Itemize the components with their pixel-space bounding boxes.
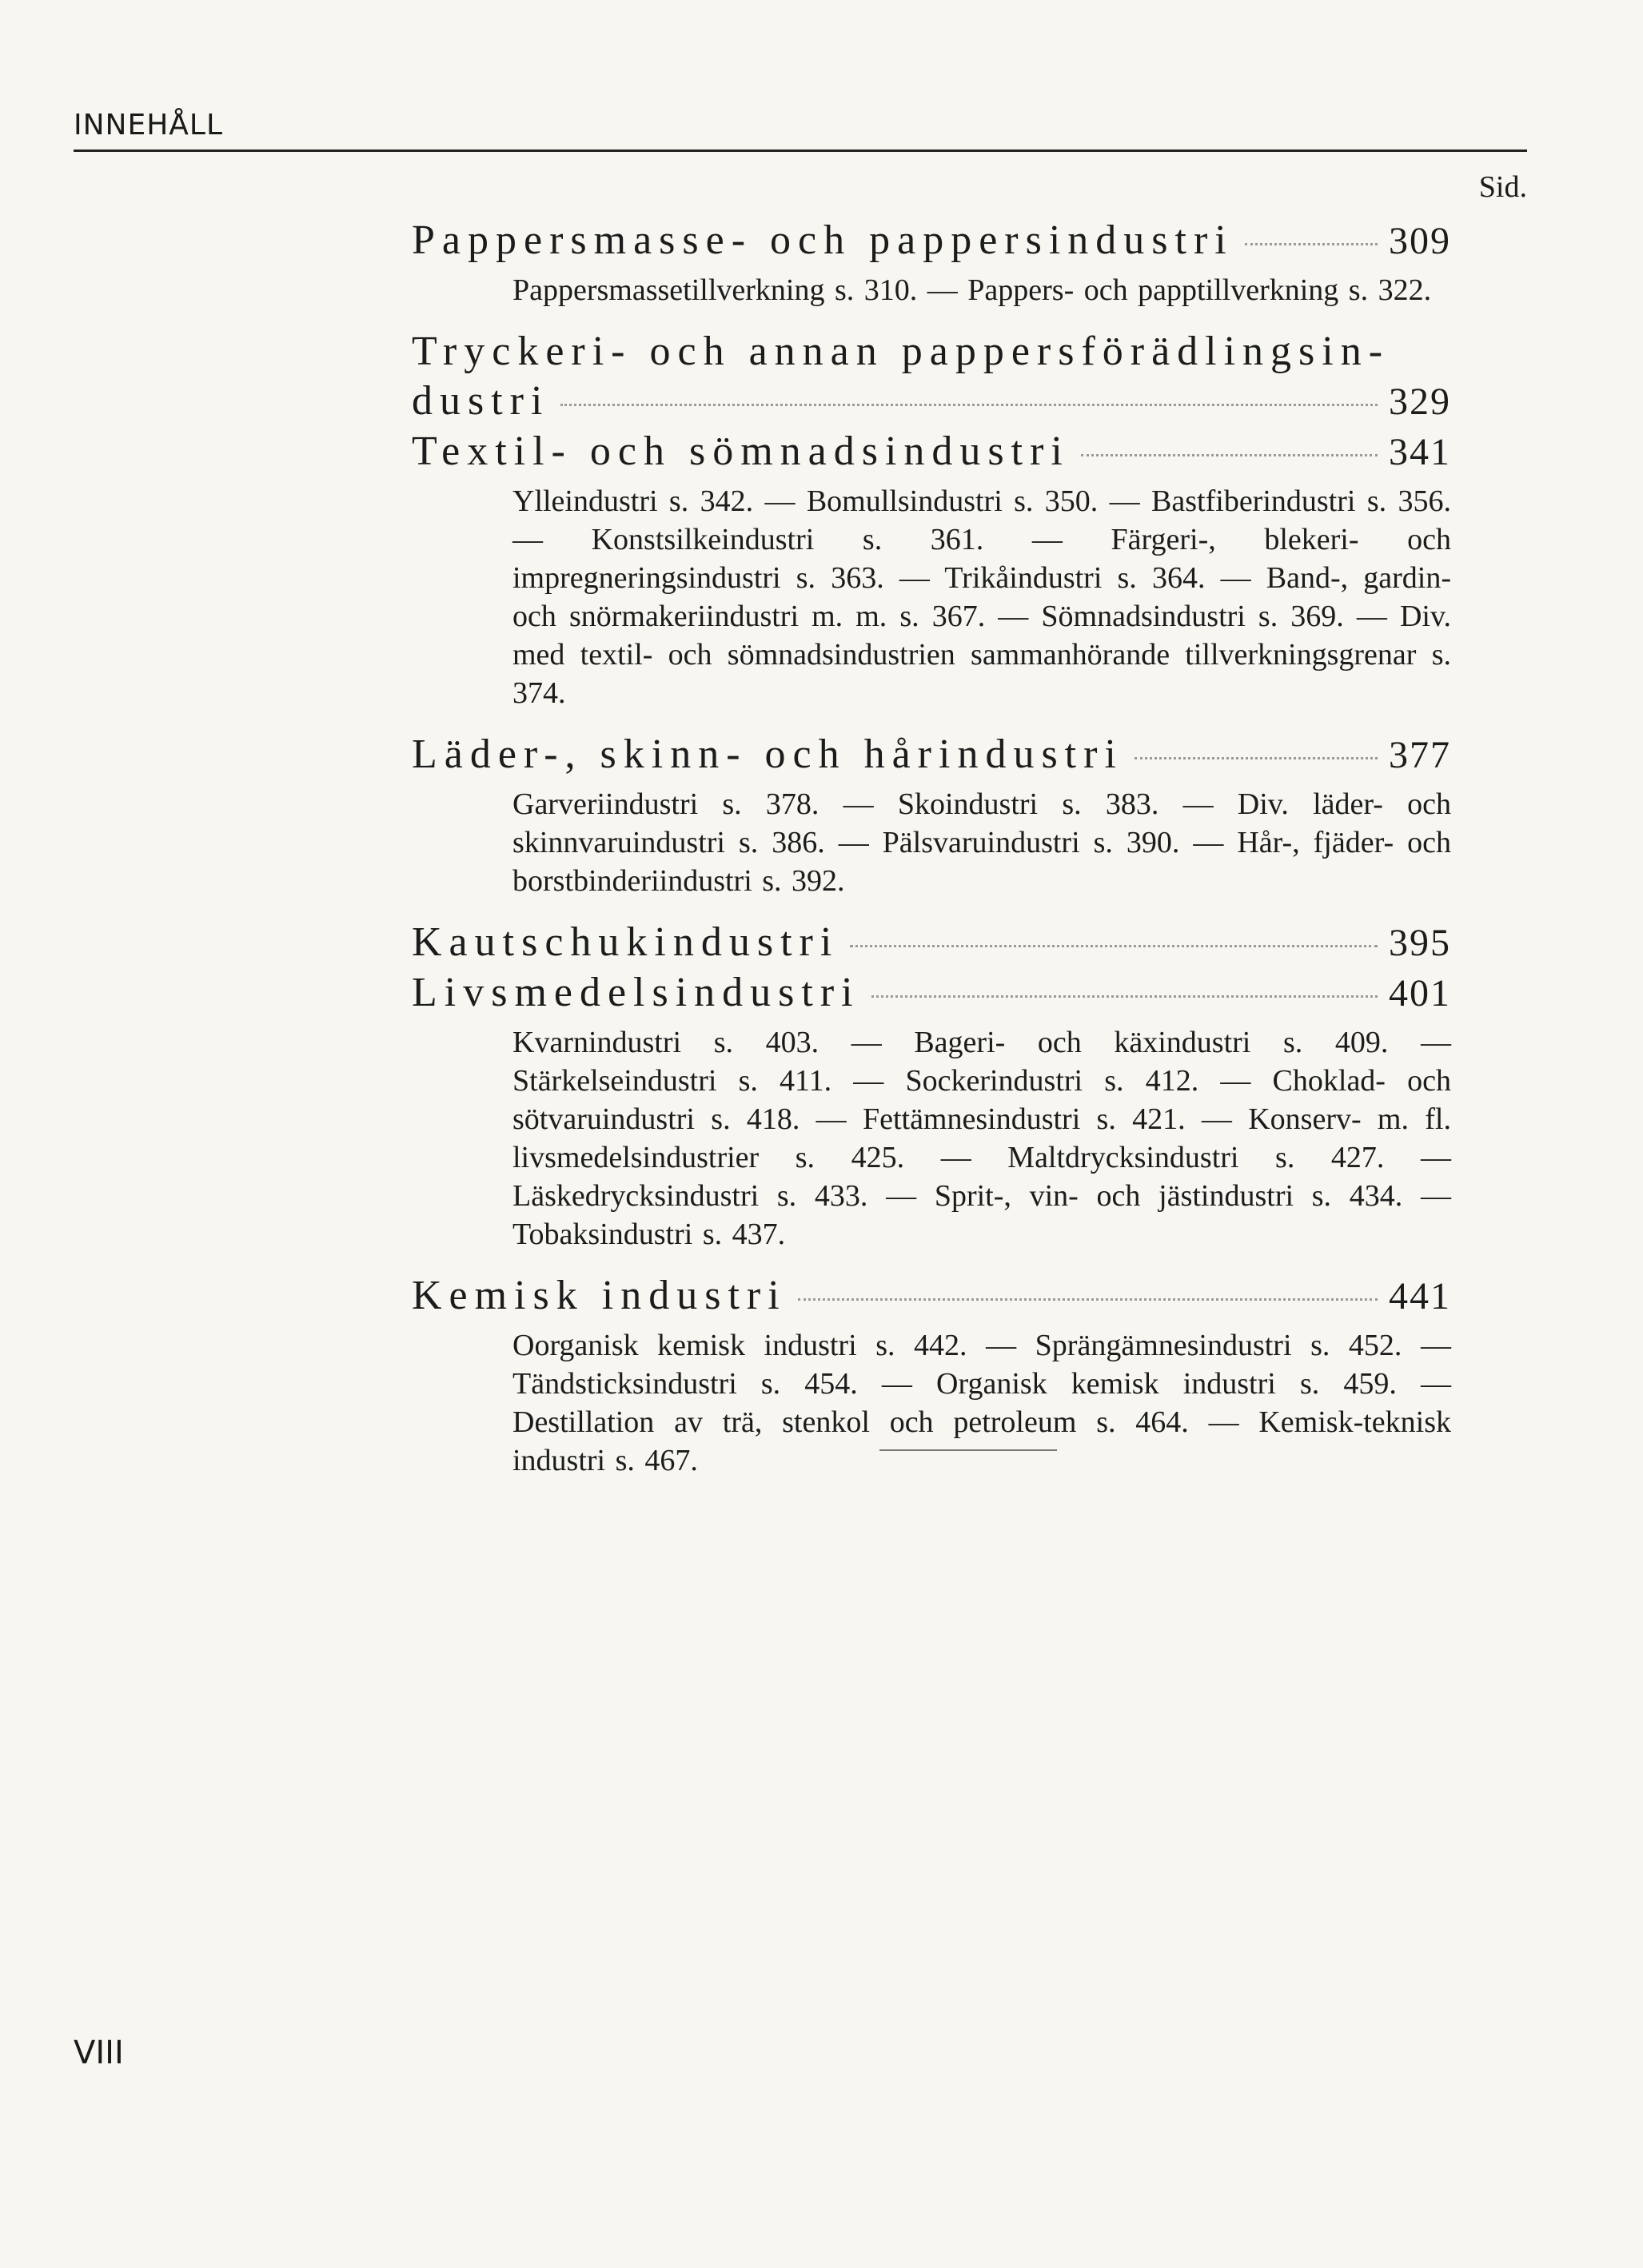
toc-entry-title: Textil- och sömnadsindustri [412, 428, 1070, 474]
toc-entry-kautschuk[interactable] [412, 918, 1451, 968]
spacer [412, 1254, 1451, 1271]
toc-entry-textil[interactable] [412, 427, 1451, 477]
toc-entry-page: 401 [1389, 972, 1451, 1014]
toc-entry-livsmedel[interactable] [412, 968, 1451, 1018]
toc-entry-title-line2: dustri [412, 378, 550, 424]
page-column-label: Sid. [1478, 170, 1527, 204]
dot-leader [850, 945, 1378, 947]
toc-entry-page: 441 [1389, 1275, 1451, 1317]
toc-entry-page: 341 [1389, 431, 1451, 473]
toc-entry-title: Pappersmasse- och pappersindustri [412, 217, 1234, 263]
toc-entry-title-line1[interactable]: Tryckeri- och annan pappersförädlingsin- [412, 329, 1390, 374]
toc-entry-page: 395 [1389, 922, 1451, 964]
toc-entry-tryckeri[interactable] [412, 377, 1451, 427]
page-number: VIII [74, 2035, 124, 2071]
table-of-contents [412, 216, 1451, 1480]
dot-leader [1245, 243, 1378, 245]
toc-entry-subtopics: Ylleindustri s. 342. — Bomullsindustri s. 350. — Bastfiberindustri s. 356. — Konstsilkeindustri s. 361. — Färgeri-, blekeri- och impregneringsindustri s. 363. — Trikåindustri s. 364. — Band-, gardin- och snörmakeriindustri m. m. s. 367. — Sömnadsindustri s. 369. — Div. med textil- och sömnadsindustrien sammanhörande tillverkningsgrenar s. 374. [512, 484, 1451, 710]
toc-entry-page: 309 [1389, 220, 1451, 262]
toc-entry-page: 377 [1389, 734, 1451, 776]
spacer [412, 309, 1451, 327]
toc-entry-title: Livsmedelsindustri [412, 970, 860, 1015]
dot-leader [798, 1298, 1378, 1301]
toc-entry-title: Kemisk industri [412, 1273, 787, 1318]
toc-entry-subtopics: Garveriindustri s. 378. — Skoindustri s. 383. — Div. läder- och skinnvaruindustri s. 386. — Pälsvaruindustri s. 390. — Hår-, fjäder- och borstbinderiindustri s. 392. [512, 787, 1451, 898]
toc-entry-lader[interactable] [412, 730, 1451, 780]
dot-leader [560, 404, 1378, 406]
toc-entry-subtopics: Pappersmassetillverkning s. 310. — Pappers- och papptillverkning s. 322. [512, 273, 1432, 307]
running-head: INNEHÅLL [74, 109, 224, 142]
toc-entry-title: Läder-, skinn- och hårindustri [412, 731, 1123, 777]
closing-rule [879, 1449, 1057, 1451]
toc-entry-page: 329 [1389, 381, 1451, 423]
spacer [412, 712, 1451, 730]
spacer [412, 900, 1451, 918]
toc-entry-kemisk[interactable] [412, 1271, 1451, 1321]
toc-entry-pappersmasse[interactable] [412, 216, 1451, 266]
dot-leader [1135, 757, 1378, 759]
dot-leader [871, 995, 1378, 998]
header-rule [74, 149, 1527, 152]
dot-leader [1081, 454, 1378, 456]
toc-entry-title: Kautschukindustri [412, 919, 839, 965]
toc-entry-subtopics: Oorganisk kemisk industri s. 442. — Sprängämnesindustri s. 452. — Tändsticksindustri s. 454. — Organisk kemisk industri s. 459. — Destillation av trä, stenkol och petroleum s. 464. — Kemisk-teknisk industri s. 467. [512, 1329, 1451, 1477]
toc-entry-subtopics: Kvarnindustri s. 403. — Bageri- och käxindustri s. 409. — Stärkelseindustri s. 411. — Sockerindustri s. 412. — Choklad- och sötvaruindustri s. 418. — Fettämnesindustri s. 421. — Konserv- m. fl. livsmedelsindustrier s. 425. — Maltdrycksindustri s. 427. — Läskedrycksindustri s. 433. — Sprit-, vin- och jästindustri s. 434. — Tobaksindustri s. 437. [512, 1026, 1451, 1251]
